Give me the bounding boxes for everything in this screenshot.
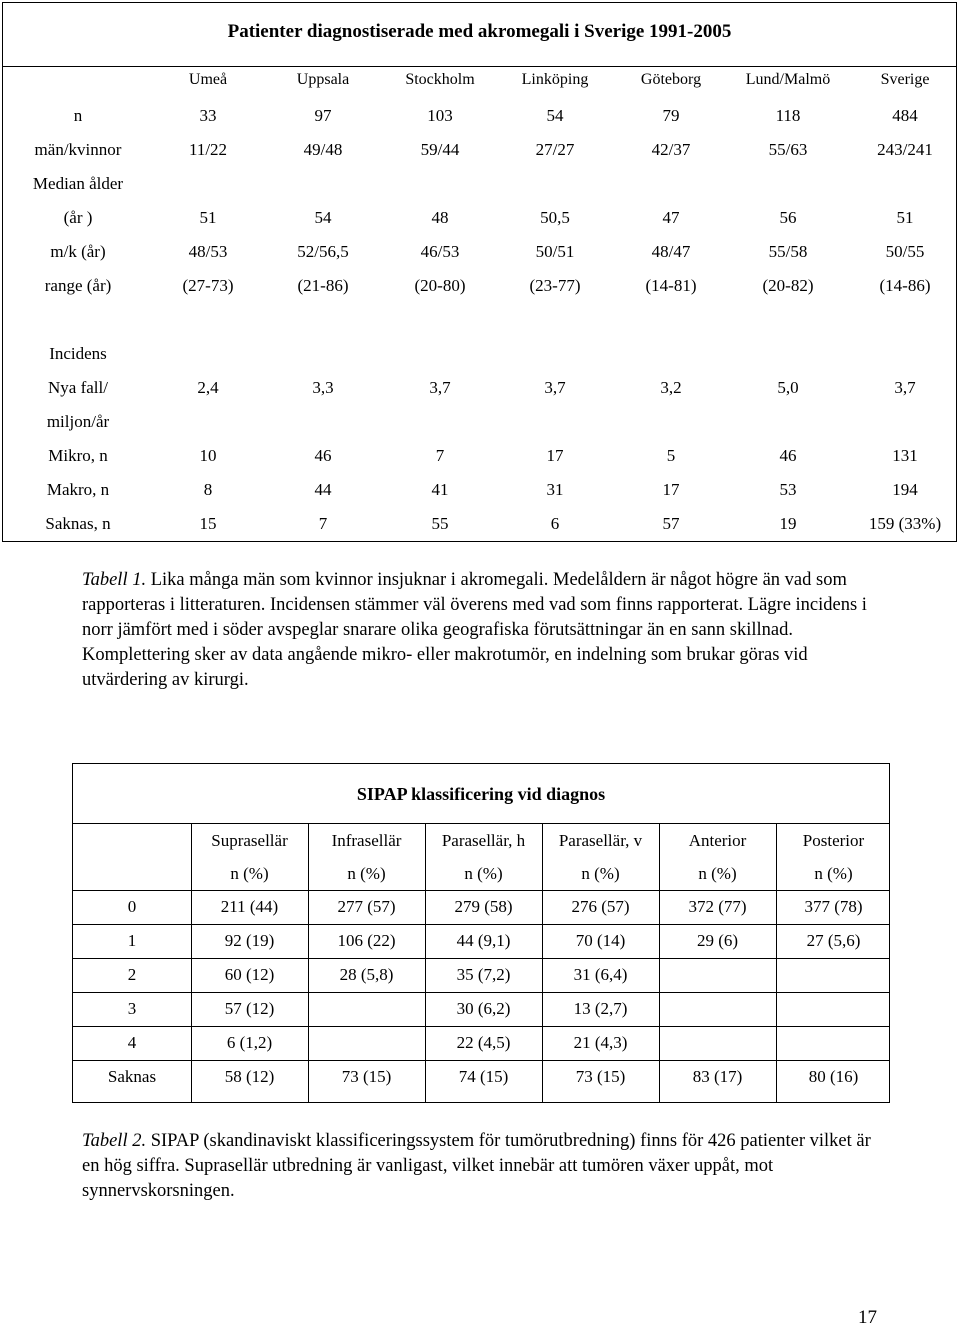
table-cell: 51 — [896, 208, 914, 227]
row-label: 2 — [127, 965, 137, 984]
table-cell: (23-77) — [529, 276, 581, 295]
table-cell: 17 — [546, 446, 564, 465]
table-cell: (21-86) — [297, 276, 349, 295]
table-cell: 29 (6) — [696, 931, 739, 950]
table-cell — [659, 996, 776, 1022]
table-cell: 49/48 — [303, 140, 343, 159]
column-header: Uppsala — [296, 71, 350, 88]
table-cell — [615, 341, 727, 367]
table-cell: 52/56,5 — [297, 242, 349, 261]
table-cell: 28 (5,8) — [339, 965, 394, 984]
table-cell: 22 (4,5) — [456, 1033, 511, 1052]
table-cell: 276 (57) — [571, 897, 630, 916]
table-row — [3, 477, 958, 503]
row-label: miljon/år — [46, 412, 110, 431]
column-unit: n (%) — [698, 864, 737, 883]
table-1-title: Patienter diagnostiserade med akromegali i Sverige 1991-2005 — [227, 21, 732, 42]
table-cell — [152, 341, 264, 367]
row-label: Mikro, n — [48, 446, 108, 465]
column-header: Posterior — [802, 831, 865, 850]
table-cell: 2,4 — [197, 378, 219, 397]
table-cell — [615, 409, 727, 435]
column-unit: n (%) — [464, 864, 503, 883]
table-cell — [267, 171, 379, 197]
table-cell: 31 (6,4) — [573, 965, 628, 984]
caption-text: Lika många män som kvinnor insjuknar i akromegali. Medelåldern är något högre än vad som rapporteras i litteraturen. Incidensen stämmer väl överens med vad som finns rapporterat. Lägre incidens i norr jämfört med i söder avspeglar snarare olika geografiska förutsättningar än en sann skillnad. Komplettering sker av data angående mikro- eller makrotumör, en indelning som brukar göras vid utvärdering av kirurgi. — [82, 570, 867, 690]
table-cell: 6 (1,2) — [226, 1033, 273, 1052]
column-header: Anterior — [688, 831, 747, 850]
table-row — [3, 273, 958, 299]
table-cell: 11/22 — [188, 140, 228, 159]
table-cell: 44 — [314, 480, 332, 499]
row-label: range (år) — [44, 276, 112, 295]
table-cell — [776, 996, 891, 1022]
table-cell — [384, 341, 496, 367]
table-cell: 21 (4,3) — [573, 1033, 628, 1052]
table-cell: 57 — [662, 514, 680, 533]
table-cell — [732, 341, 844, 367]
table-cell: 6 — [550, 514, 560, 533]
table-cell: 57 (12) — [224, 999, 275, 1018]
table-cell — [499, 341, 611, 367]
table-cell: 59/44 — [420, 140, 460, 159]
table-cell — [384, 409, 496, 435]
table-cell: 5,0 — [777, 378, 799, 397]
table-1 — [2, 2, 957, 542]
table-row — [3, 511, 958, 537]
table-cell: 277 (57) — [337, 897, 396, 916]
table-row — [3, 341, 958, 367]
table-row — [3, 409, 958, 435]
table-cell: 58 (12) — [224, 1067, 275, 1086]
table-1-caption — [82, 568, 882, 693]
table-cell: 55/63 — [768, 140, 808, 159]
table-cell — [732, 409, 844, 435]
column-header: Stockholm — [405, 71, 475, 88]
table-cell: 74 (15) — [458, 1067, 509, 1086]
column-header: Parasellär, v — [558, 831, 643, 850]
table-cell: (20-82) — [762, 276, 814, 295]
table-cell: 47 — [662, 208, 680, 227]
table-cell: 92 (19) — [224, 931, 275, 950]
table-cell — [615, 171, 727, 197]
table-cell — [732, 171, 844, 197]
column-header: Suprasellär — [211, 831, 288, 850]
table-cell: 3,7 — [544, 378, 566, 397]
table-cell: 41 — [431, 480, 449, 499]
table-cell: 79 — [662, 106, 680, 125]
table-cell: 33 — [199, 106, 217, 125]
table-cell: 44 (9,1) — [456, 931, 511, 950]
table-cell: 73 (15) — [575, 1067, 626, 1086]
table-cell: 48/47 — [651, 242, 691, 261]
table-cell: 27 (5,6) — [806, 931, 861, 950]
table-cell: 7 — [318, 514, 328, 533]
table-cell: 73 (15) — [341, 1067, 392, 1086]
column-header: Göteborg — [640, 71, 702, 88]
table-cell — [499, 409, 611, 435]
table-cell: 106 (22) — [337, 931, 396, 950]
table-cell: 5 — [666, 446, 676, 465]
table-cell: 70 (14) — [575, 931, 626, 950]
column-header: Infrasellär — [331, 831, 402, 850]
table-cell: 54 — [314, 208, 332, 227]
table-cell: 484 — [892, 106, 918, 125]
table-cell — [499, 171, 611, 197]
table-cell: 211 (44) — [220, 897, 279, 916]
table-cell: 30 (6,2) — [456, 999, 511, 1018]
table-2-caption — [82, 1129, 882, 1204]
table-row — [3, 205, 958, 231]
table-cell: 377 (78) — [804, 897, 863, 916]
column-header: Sverige — [880, 71, 930, 88]
column-header: Parasellär, h — [441, 831, 526, 850]
table-cell: 83 (17) — [692, 1067, 743, 1086]
table-cell: 48 — [431, 208, 449, 227]
table-cell: 56 — [779, 208, 797, 227]
table-row — [3, 137, 958, 163]
row-label: 4 — [127, 1033, 137, 1052]
table-cell: 51 — [199, 208, 217, 227]
page-number: 17 — [858, 1307, 877, 1328]
table-cell: 3,3 — [312, 378, 334, 397]
table-cell: 27/27 — [535, 140, 575, 159]
table-cell — [308, 996, 425, 1022]
table-cell: 10 — [199, 446, 217, 465]
row-label: Saknas, n — [45, 514, 111, 533]
table-cell: 103 — [427, 106, 453, 125]
row-label: 0 — [127, 897, 137, 916]
table-cell: 60 (12) — [224, 965, 275, 984]
table-cell — [384, 171, 496, 197]
table-cell: 3,2 — [660, 378, 682, 397]
column-unit: n (%) — [347, 864, 386, 883]
table-cell: 118 — [775, 106, 801, 125]
table-cell: 50/55 — [885, 242, 925, 261]
table-cell — [267, 341, 379, 367]
table-1-header-row — [3, 67, 958, 93]
table-cell: 279 (58) — [454, 897, 513, 916]
table-cell: 15 — [199, 514, 217, 533]
column-unit: n (%) — [230, 864, 269, 883]
row-label: män/kvinnor — [34, 140, 122, 159]
table-cell — [776, 962, 891, 988]
table-cell: 3,7 — [894, 378, 916, 397]
table-cell — [849, 341, 960, 367]
table-row — [3, 239, 958, 265]
table-cell — [152, 409, 264, 435]
column-unit: n (%) — [814, 864, 853, 883]
table-cell: 55 — [431, 514, 449, 533]
row-label: 1 — [127, 931, 137, 950]
row-label: Nya fall/ — [48, 378, 108, 397]
row-label: 3 — [127, 999, 137, 1018]
table-cell — [267, 409, 379, 435]
table-cell — [849, 171, 960, 197]
caption-label: Tabell 2. — [82, 1131, 147, 1151]
table-cell — [776, 1030, 891, 1056]
row-label: Saknas — [107, 1067, 157, 1086]
column-header: Umeå — [188, 71, 228, 88]
table-cell: (14-81) — [645, 276, 697, 295]
table-cell: 35 (7,2) — [456, 965, 511, 984]
caption-label: Tabell 1. — [82, 570, 147, 590]
table-cell: 46/53 — [420, 242, 460, 261]
table-row — [3, 171, 958, 197]
table-cell — [308, 1030, 425, 1056]
table-2 — [72, 763, 890, 1103]
table-2-horizontal-rule — [73, 890, 889, 891]
table-cell: 55/58 — [768, 242, 808, 261]
table-cell: 372 (77) — [688, 897, 747, 916]
table-cell: 42/37 — [651, 140, 691, 159]
table-2-horizontal-rule — [73, 924, 889, 925]
row-label: m/k (år) — [50, 242, 106, 261]
table-cell: 53 — [779, 480, 797, 499]
table-cell: 131 — [892, 446, 918, 465]
table-cell: 17 — [662, 480, 680, 499]
table-cell — [849, 409, 960, 435]
table-cell: 159 (33%) — [868, 514, 942, 533]
table-cell: 97 — [314, 106, 332, 125]
table-2-title: SIPAP klassificering vid diagnos — [356, 784, 606, 804]
table-cell: 46 — [779, 446, 797, 465]
row-label: n — [73, 106, 83, 125]
table-cell: 54 — [546, 106, 564, 125]
column-unit: n (%) — [581, 864, 620, 883]
table-cell: (20-80) — [414, 276, 466, 295]
table-cell — [659, 1030, 776, 1056]
row-label: Median ålder — [32, 174, 124, 193]
table-cell: (27-73) — [182, 276, 234, 295]
table-2-horizontal-rule — [73, 958, 889, 959]
table-2-horizontal-rule — [73, 992, 889, 993]
table-cell — [659, 962, 776, 988]
table-cell: 3,7 — [429, 378, 451, 397]
column-header: Linköping — [521, 71, 589, 88]
table-cell: 13 (2,7) — [573, 999, 628, 1018]
row-label: (år ) — [63, 208, 93, 227]
caption-text: SIPAP (skandinaviskt klassificeringssystem för tumörutbredning) finns för 426 patienter vilket är en hög siffra. Suprasellär utbredning är vanligast, vilket innebär att tumören växer uppåt, mot synnervskorsningen. — [82, 1131, 871, 1201]
column-header: Lund/Malmö — [745, 71, 831, 88]
table-cell: 194 — [892, 480, 918, 499]
table-cell: 80 (16) — [808, 1067, 859, 1086]
table-cell: 48/53 — [188, 242, 228, 261]
table-row — [3, 443, 958, 469]
table-cell: 31 — [546, 480, 564, 499]
table-row — [3, 375, 958, 401]
table-cell: 19 — [779, 514, 797, 533]
table-cell: (14-86) — [879, 276, 931, 295]
table-row — [3, 103, 958, 129]
table-cell: 7 — [435, 446, 445, 465]
table-cell: 243/241 — [877, 140, 933, 159]
table-cell: 8 — [203, 480, 213, 499]
table-cell: 50,5 — [540, 208, 570, 227]
row-label: Makro, n — [46, 480, 110, 499]
table-2-horizontal-rule — [73, 1026, 889, 1027]
table-cell: 50/51 — [535, 242, 575, 261]
row-label: Incidens — [49, 344, 107, 363]
table-2-horizontal-rule — [73, 1060, 889, 1061]
table-cell: 46 — [314, 446, 332, 465]
table-2-horizontal-rule — [73, 823, 889, 824]
table-cell — [152, 171, 264, 197]
